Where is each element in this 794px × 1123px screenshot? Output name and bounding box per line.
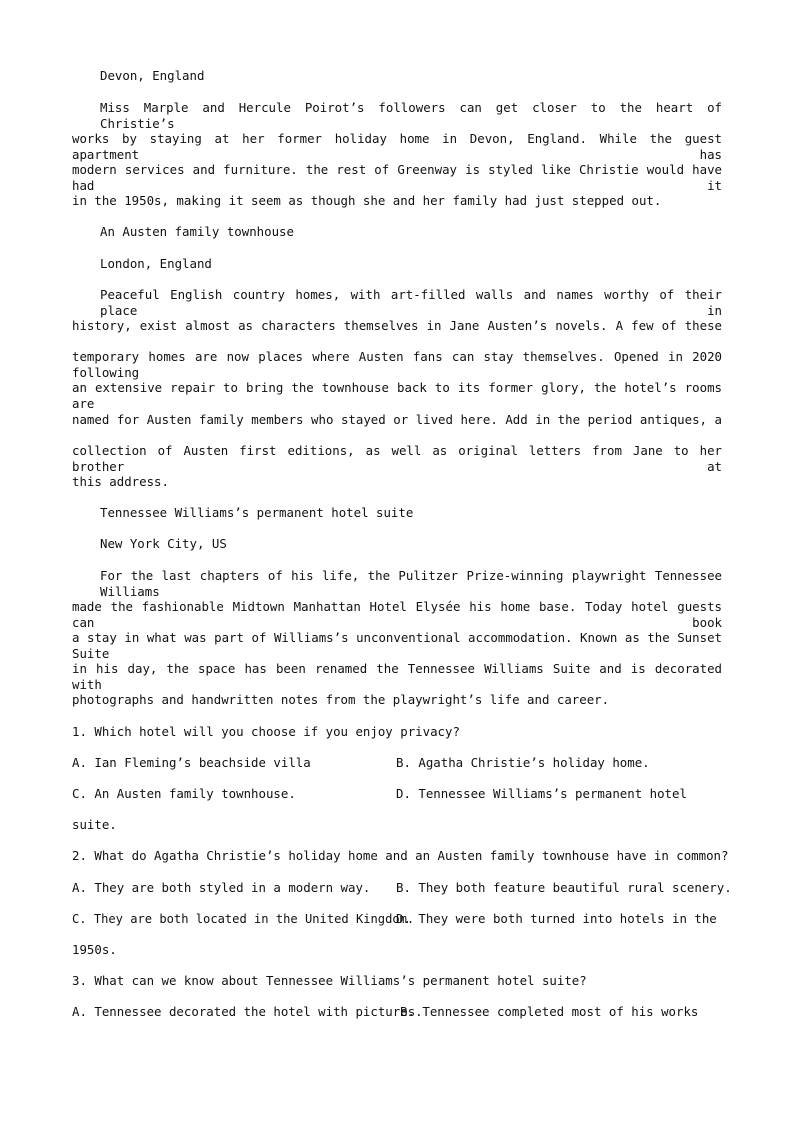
austen-para-line-2: history, exist almost as characters themselves in Jane Austen’s novels. A few of these (72, 318, 722, 333)
devon-para-line-4: in the 1950s, making it seem as though she and her family had just stepped out. (72, 193, 662, 208)
austen-heading: An Austen family townhouse (100, 224, 294, 239)
austen-para-line-4: an extensive repair to bring the townhouse back to its former glory, the hotel’s rooms are (72, 380, 722, 411)
question-2-option-d: D. They were both turned into hotels in the (396, 911, 717, 926)
question-3-option-b: B. Tennessee completed most of his works (400, 1004, 699, 1019)
question-3-option-a: A. Tennessee decorated the hotel with pictures. (72, 1004, 423, 1019)
question-3-stem: 3. What can we know about Tennessee Williams’s permanent hotel suite? (72, 973, 587, 988)
williams-para-line-5: photographs and handwritten notes from the playwright’s life and career. (72, 692, 610, 707)
austen-location: London, England (100, 256, 212, 271)
question-2-option-a: A. They are both styled in a modern way. (72, 880, 371, 895)
question-1-option-a: A. Ian Fleming’s beachside villa (72, 755, 311, 770)
williams-para-line-1: For the last chapters of his life, the Pulitzer Prize-winning playwright Tennessee Williams (100, 568, 722, 599)
williams-para-line-3: a stay in what was part of Williams’s unconventional accommodation. Known as the Sunset Suite (72, 630, 722, 661)
question-2-stem: 2. What do Agatha Christie’s holiday home and an Austen family townhouse have in common? (72, 848, 729, 863)
question-1-option-d-continued: suite. (72, 817, 117, 832)
question-1-option-d: D. Tennessee Williams’s permanent hotel (396, 786, 687, 801)
austen-para-line-5: named for Austen family members who stayed or lived here. Add in the period antiques, a (72, 412, 722, 427)
question-2-option-d-continued: 1950s. (72, 942, 117, 957)
austen-para-line-1: Peaceful English country homes, with art-filled walls and names worthy of their place in (100, 287, 722, 318)
williams-location: New York City, US (100, 536, 227, 551)
devon-para-line-1: Miss Marple and Hercule Poirot’s followers can get closer to the heart of Christie’s (100, 100, 722, 131)
austen-para-line-7: this address. (72, 474, 169, 489)
question-1-option-c: C. An Austen family townhouse. (72, 786, 296, 801)
question-1-option-b: B. Agatha Christie’s holiday home. (396, 755, 650, 770)
williams-para-line-2: made the fashionable Midtown Manhattan Hotel Elysée his home base. Today hotel guests can book (72, 599, 722, 630)
devon-location: Devon, England (100, 68, 205, 83)
williams-para-line-4: in his day, the space has been renamed the Tennessee Williams Suite and is decorated with (72, 661, 722, 692)
question-2-option-b: B. They both feature beautiful rural scenery. (396, 880, 732, 895)
question-1-stem: 1. Which hotel will you choose if you enjoy privacy? (72, 724, 460, 739)
austen-para-line-3: temporary homes are now places where Austen fans can stay themselves. Opened in 2020 following (72, 349, 722, 380)
devon-para-line-3: modern services and furniture. the rest of Greenway is styled like Christie would have had it (72, 162, 722, 193)
austen-para-line-6: collection of Austen first editions, as well as original letters from Jane to her brother at (72, 443, 722, 474)
williams-heading: Tennessee Williams’s permanent hotel suite (100, 505, 414, 520)
question-2-option-c: C. They are both located in the United Kingdom. (72, 912, 415, 926)
devon-para-line-2: works by staying at her former holiday home in Devon, England. While the guest apartment has (72, 131, 722, 162)
